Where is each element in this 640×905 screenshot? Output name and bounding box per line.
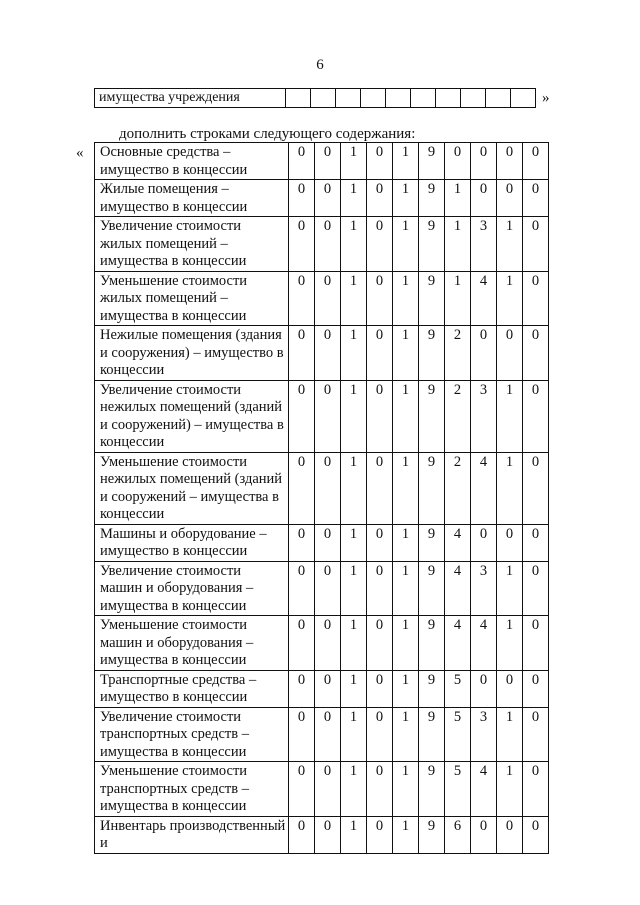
code-digit-cell: 9	[419, 217, 445, 272]
code-digit-cell: 9	[419, 180, 445, 217]
code-digit-cell: 0	[367, 524, 393, 561]
code-digit-cell: 3	[471, 561, 497, 616]
code-digit-cell: 3	[471, 217, 497, 272]
row-label: Основные средства – имущество в концессии	[95, 143, 289, 180]
code-digit-cell: 9	[419, 326, 445, 381]
code-digit-cell: 0	[289, 180, 315, 217]
code-digit-cell: 9	[419, 380, 445, 452]
code-digit-cell: 0	[497, 326, 523, 381]
code-digit-cell: 0	[471, 143, 497, 180]
code-digit-cell: 1	[393, 616, 419, 671]
code-digit-cell: 1	[393, 524, 419, 561]
code-digit-cell: 1	[393, 561, 419, 616]
code-digit-cell: 1	[341, 670, 367, 707]
code-digit-cell: 0	[289, 326, 315, 381]
code-digit-cell: 1	[341, 816, 367, 853]
code-digit-cell: 0	[523, 217, 549, 272]
code-digit-cell: 0	[315, 326, 341, 381]
code-digit-cell: 0	[367, 762, 393, 817]
code-digit-cell: 1	[497, 380, 523, 452]
row-label: имущества учреждения	[95, 89, 286, 108]
code-digit-cell: 0	[445, 143, 471, 180]
code-digit-cell: 1	[341, 143, 367, 180]
code-digit-cell: 0	[315, 524, 341, 561]
row-label: Уменьшение стоимости нежилых помещений (зданий и сооружений – имущества в концессии	[95, 452, 289, 524]
code-digit-cell: 0	[523, 326, 549, 381]
code-digit-cell: 1	[341, 380, 367, 452]
code-digit-cell: 1	[393, 452, 419, 524]
code-digit-cell: 0	[289, 707, 315, 762]
row-label: Увеличение стоимости нежилых помещений (зданий и сооружений) – имущества в концессии	[95, 380, 289, 452]
code-cell	[311, 89, 336, 108]
table-row	[95, 670, 549, 707]
code-cell	[486, 89, 511, 108]
code-digit-cell: 0	[367, 561, 393, 616]
code-digit-cell: 0	[523, 816, 549, 853]
code-cell	[336, 89, 361, 108]
code-digit-cell: 1	[497, 762, 523, 817]
code-digit-cell: 5	[445, 762, 471, 817]
code-digit-cell: 2	[445, 452, 471, 524]
code-digit-cell: 9	[419, 616, 445, 671]
code-digit-cell: 1	[341, 561, 367, 616]
code-digit-cell: 1	[393, 816, 419, 853]
code-digit-cell: 0	[367, 452, 393, 524]
code-digit-cell: 2	[445, 380, 471, 452]
code-digit-cell: 0	[315, 143, 341, 180]
code-digit-cell: 1	[393, 380, 419, 452]
code-digit-cell: 1	[341, 326, 367, 381]
table-row	[95, 380, 549, 452]
code-digit-cell: 0	[471, 524, 497, 561]
row-label: Уменьшение стоимости транспортных средств – имущества в концессии	[95, 762, 289, 817]
header-row-table	[94, 88, 536, 108]
code-digit-cell: 1	[393, 180, 419, 217]
code-digit-cell: 0	[289, 670, 315, 707]
code-digit-cell: 1	[341, 762, 367, 817]
code-digit-cell: 0	[497, 816, 523, 853]
code-digit-cell: 1	[497, 271, 523, 326]
code-digit-cell: 0	[367, 143, 393, 180]
code-digit-cell: 0	[289, 380, 315, 452]
code-digit-cell: 0	[471, 326, 497, 381]
code-digit-cell: 0	[315, 616, 341, 671]
table-row	[95, 271, 549, 326]
code-digit-cell: 9	[419, 707, 445, 762]
code-digit-cell: 4	[471, 616, 497, 671]
code-cell	[386, 89, 411, 108]
code-digit-cell: 1	[445, 217, 471, 272]
code-digit-cell: 5	[445, 707, 471, 762]
code-digit-cell: 9	[419, 524, 445, 561]
code-digit-cell: 4	[471, 762, 497, 817]
table-row	[95, 89, 536, 108]
code-digit-cell: 0	[523, 380, 549, 452]
code-digit-cell: 0	[289, 143, 315, 180]
code-digit-cell: 0	[315, 670, 341, 707]
code-digit-cell: 0	[523, 616, 549, 671]
code-digit-cell: 0	[289, 524, 315, 561]
code-digit-cell: 0	[367, 707, 393, 762]
code-digit-cell: 0	[523, 670, 549, 707]
code-digit-cell: 1	[393, 143, 419, 180]
closing-quote-mark: »	[542, 90, 550, 106]
row-label: Инвентарь производственный и	[95, 816, 289, 853]
code-cell	[361, 89, 386, 108]
code-cell	[511, 89, 536, 108]
code-digit-cell: 1	[341, 217, 367, 272]
code-cell	[436, 89, 461, 108]
table-row	[95, 326, 549, 381]
code-digit-cell: 1	[445, 180, 471, 217]
code-digit-cell: 3	[471, 707, 497, 762]
code-digit-cell: 0	[523, 707, 549, 762]
code-digit-cell: 0	[367, 326, 393, 381]
code-digit-cell: 0	[367, 380, 393, 452]
code-digit-cell: 4	[471, 452, 497, 524]
intro-text: дополнить строками следующего содержания:	[119, 126, 416, 142]
code-cell	[411, 89, 436, 108]
code-digit-cell: 4	[445, 524, 471, 561]
code-digit-cell: 2	[445, 326, 471, 381]
code-digit-cell: 1	[341, 271, 367, 326]
row-label: Увеличение стоимости транспортных средств – имущества в концессии	[95, 707, 289, 762]
code-digit-cell: 0	[523, 561, 549, 616]
opening-quote-mark: «	[76, 145, 84, 161]
table-row	[95, 217, 549, 272]
code-digit-cell: 0	[367, 816, 393, 853]
accounts-table	[94, 142, 549, 854]
table-row	[95, 616, 549, 671]
code-digit-cell: 1	[393, 762, 419, 817]
code-digit-cell: 1	[341, 524, 367, 561]
code-digit-cell: 0	[315, 561, 341, 616]
code-digit-cell: 1	[341, 452, 367, 524]
table-row	[95, 707, 549, 762]
code-digit-cell: 1	[341, 180, 367, 217]
code-digit-cell: 4	[445, 561, 471, 616]
code-digit-cell: 4	[445, 616, 471, 671]
table-row	[95, 524, 549, 561]
code-digit-cell: 0	[367, 180, 393, 217]
code-digit-cell: 0	[289, 217, 315, 272]
code-digit-cell: 4	[471, 271, 497, 326]
code-digit-cell: 1	[445, 271, 471, 326]
code-digit-cell: 1	[393, 326, 419, 381]
code-digit-cell: 0	[315, 217, 341, 272]
code-digit-cell: 0	[497, 180, 523, 217]
code-digit-cell: 0	[367, 271, 393, 326]
code-digit-cell: 0	[523, 143, 549, 180]
code-digit-cell: 0	[315, 762, 341, 817]
code-digit-cell: 0	[497, 524, 523, 561]
code-cell	[286, 89, 311, 108]
code-digit-cell: 0	[289, 561, 315, 616]
code-digit-cell: 9	[419, 561, 445, 616]
table-row	[95, 762, 549, 817]
code-digit-cell: 1	[393, 670, 419, 707]
code-digit-cell: 0	[315, 380, 341, 452]
code-digit-cell: 0	[471, 670, 497, 707]
row-label: Уменьшение стоимости машин и оборудования – имущества в концессии	[95, 616, 289, 671]
code-digit-cell: 1	[393, 217, 419, 272]
code-digit-cell: 0	[315, 452, 341, 524]
code-digit-cell: 0	[497, 143, 523, 180]
code-digit-cell: 9	[419, 816, 445, 853]
row-label: Уменьшение стоимости жилых помещений – имущества в концессии	[95, 271, 289, 326]
code-digit-cell: 0	[315, 707, 341, 762]
code-digit-cell: 6	[445, 816, 471, 853]
table-row	[95, 143, 549, 180]
code-digit-cell: 1	[497, 452, 523, 524]
code-digit-cell: 9	[419, 271, 445, 326]
code-digit-cell: 0	[289, 816, 315, 853]
code-digit-cell: 0	[523, 271, 549, 326]
code-digit-cell: 0	[315, 816, 341, 853]
code-digit-cell: 0	[367, 217, 393, 272]
code-digit-cell: 0	[315, 180, 341, 217]
code-digit-cell: 0	[315, 271, 341, 326]
code-cell	[461, 89, 486, 108]
code-digit-cell: 0	[289, 616, 315, 671]
row-label: Увеличение стоимости жилых помещений – имущества в концессии	[95, 217, 289, 272]
code-digit-cell: 0	[523, 762, 549, 817]
code-digit-cell: 0	[289, 452, 315, 524]
code-digit-cell: 1	[497, 561, 523, 616]
code-digit-cell: 0	[367, 616, 393, 671]
row-label: Машины и оборудование – имущество в концессии	[95, 524, 289, 561]
row-label: Жилые помещения – имущество в концессии	[95, 180, 289, 217]
code-digit-cell: 5	[445, 670, 471, 707]
code-digit-cell: 9	[419, 762, 445, 817]
code-digit-cell: 0	[367, 670, 393, 707]
code-digit-cell: 1	[393, 271, 419, 326]
code-digit-cell: 3	[471, 380, 497, 452]
code-digit-cell: 1	[497, 217, 523, 272]
code-digit-cell: 0	[289, 762, 315, 817]
code-digit-cell: 0	[523, 452, 549, 524]
code-digit-cell: 0	[523, 524, 549, 561]
code-digit-cell: 0	[497, 670, 523, 707]
code-digit-cell: 9	[419, 452, 445, 524]
code-digit-cell: 0	[471, 816, 497, 853]
row-label: Транспортные средства – имущество в концессии	[95, 670, 289, 707]
code-digit-cell: 1	[341, 616, 367, 671]
code-digit-cell: 0	[523, 180, 549, 217]
table-row	[95, 816, 549, 853]
code-digit-cell: 0	[289, 271, 315, 326]
code-digit-cell: 1	[341, 707, 367, 762]
code-digit-cell: 1	[497, 616, 523, 671]
row-label: Нежилые помещения (здания и сооружения) – имущество в концессии	[95, 326, 289, 381]
code-digit-cell: 1	[393, 707, 419, 762]
page-number: 6	[316, 57, 324, 73]
code-digit-cell: 9	[419, 670, 445, 707]
code-digit-cell: 0	[471, 180, 497, 217]
table-row	[95, 561, 549, 616]
code-digit-cell: 9	[419, 143, 445, 180]
code-digit-cell: 1	[497, 707, 523, 762]
table-row	[95, 180, 549, 217]
row-label: Увеличение стоимости машин и оборудования – имущества в концессии	[95, 561, 289, 616]
table-row	[95, 452, 549, 524]
